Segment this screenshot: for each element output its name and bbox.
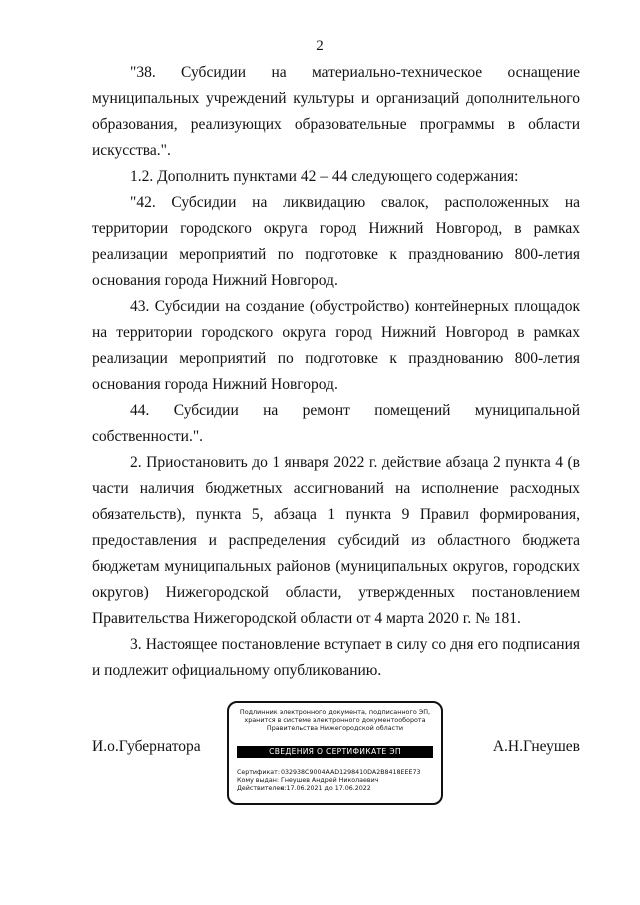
stamp-valid-row: [237, 785, 437, 793]
paragraph-42: "42. Субсидии на ликвидацию свалок, расположенных на территории городского округа город Нижний Новгород, в рамках реализации мероприятий по подготовке к празднованию 800-летия основания города Нижний Новгород.: [92, 194, 580, 289]
signatory-name: А.Н.Гнеушев: [492, 738, 580, 755]
stamp-issued-value: Гнеушев Андрей Николаевич: [281, 777, 379, 785]
stamp-notice-line: хранится в системе электронного документооборота: [244, 716, 426, 724]
signatory-position: И.о.Губернатора: [92, 738, 201, 755]
stamp-certificate-header: СВЕДЕНИЯ О СЕРТИФИКАТЕ ЭП: [237, 746, 433, 758]
stamp-certificate-details: [237, 769, 437, 794]
stamp-issued-label: Кому выдан:: [237, 777, 279, 785]
paragraph-2: 2. Приостановить до 1 января 2022 г. действие абзаца 2 пункта 4 (в части наличия бюджетных ассигнований на исполнение расходных обязательств), пункта 5, абзаца 1 пункта 9 Правил формирования, предоставления и распределения субсидий из областного бюджета бюджетам муниципальных районов (муниципальных округов, городских округов) Нижегородской области, утвержденных постановлением Правительства Нижегородской области от 4 марта 2020 г. № 181.: [92, 454, 580, 627]
stamp-valid-label: Действителен:: [237, 785, 287, 793]
stamp-cert-value: 032938C9004AAD1298410DA2B8418EEE73: [281, 769, 421, 776]
page-number: 2: [316, 38, 324, 54]
paragraph-43: 43. Субсидии на создание (обустройство) контейнерных площадок на территории городского округа город Нижний Новгород в рамках реализации мероприятий по подготовке к празднованию 800-летия основания города Нижний Новгород.: [92, 298, 580, 393]
paragraph-38: "38. Субсидии на материально-техническое оснащение муниципальных учреждений культуры и организаций дополнительного образования, реализующих образовательные программы в области искусства.".: [92, 64, 580, 159]
electronic-signature-stamp: [227, 701, 443, 805]
stamp-certificate-row: [237, 769, 437, 777]
document-body: [92, 60, 580, 684]
stamp-notice-line: Правительства Нижегородской области: [266, 724, 404, 732]
stamp-cert-label: Сертификат:: [237, 769, 280, 776]
paragraph-44: 44. Субсидии на ремонт помещений муниципальной собственности.".: [92, 402, 580, 445]
paragraph-1-2: 1.2. Дополнить пунктами 42 – 44 следующего содержания:: [130, 168, 519, 185]
stamp-valid-value: с 17.06.2021 до 17.06.2022: [281, 785, 371, 793]
stamp-notice: [235, 708, 435, 732]
stamp-notice-line: Подлинник электронного документа, подписанного ЭП,: [239, 708, 431, 716]
paragraph-3: 3. Настоящее постановление вступает в силу со дня его подписания и подлежит официальному опубликованию.: [92, 636, 580, 679]
